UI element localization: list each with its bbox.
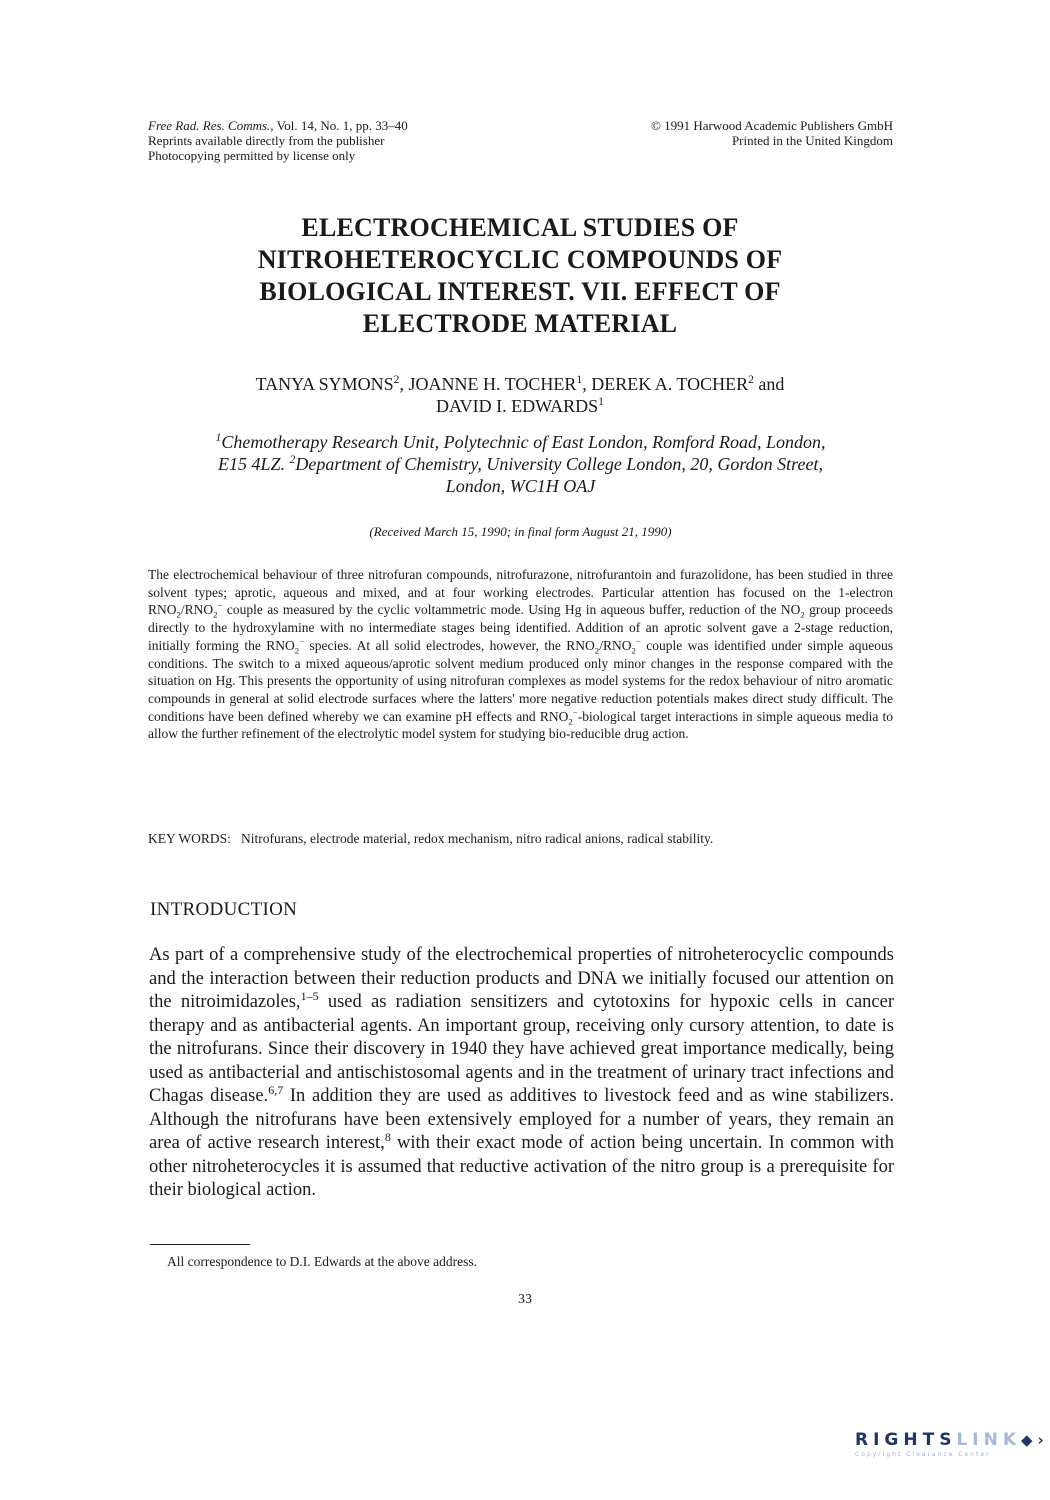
section-heading: INTRODUCTION <box>150 899 298 920</box>
copyright-note: © 1991 Harwood Academic Publishers GmbH <box>650 118 893 133</box>
photocopy-note: Photocopying permitted by license only <box>148 148 356 163</box>
affiliations: $^1$Chemotherapy Research Unit, Polytechnic of East London, Romford Road, London, E15 4LZ. $^2$Department of Chemistry, University College London, 20, Gordon Street, London, WC1H OAJ <box>215 431 826 496</box>
rightslink-arrow-icon: ◆› <box>1021 1431 1049 1449</box>
footnote-divider <box>150 1244 250 1245</box>
key-words <box>148 831 893 847</box>
key-words-text: Nitrofurans, electrode material, redox mechanism, nitro radical anions, radical stability. <box>241 831 714 846</box>
journal-header-left <box>148 118 408 163</box>
author-name: JOANNE H. TOCHER <box>408 374 577 394</box>
citation-ref: 8 <box>384 1129 391 1144</box>
printed-note: Printed in the United Kingdom <box>731 133 893 148</box>
citation-ref: 6,7 <box>268 1082 284 1097</box>
footnote: All correspondence to D.I. Edwards at the above address. <box>167 1254 478 1269</box>
title-line: ELECTROCHEMICAL STUDIES OF <box>301 213 739 242</box>
received-dates: (Received March 15, 1990; in final form August 21, 1990) <box>369 524 672 539</box>
title-line: BIOLOGICAL INTEREST. VII. EFFECT OF <box>259 277 781 306</box>
title-line: ELECTRODE MATERIAL <box>362 309 678 338</box>
logo-tagline: Copyright Clearance Center <box>855 1451 991 1458</box>
page-number: 33 <box>518 1292 532 1307</box>
journal-citation: Free Rad. Res. Comms., Vol. 14, No. 1, pp. 33–40 <box>148 118 408 133</box>
paper-title <box>140 212 900 340</box>
title-line: NITROHETEROCYCLIC COMPOUNDS OF <box>257 245 783 274</box>
author-name: DEREK A. TOCHER <box>591 374 749 394</box>
rightslink-logo[interactable]: RIGHTSLINK◆› Copyright Clearance Center <box>855 1430 1049 1458</box>
author-list: TANYA SYMONS$^2$, JOANNE H. TOCHER$^1$, DEREK A. TOCHER$^2$ and DAVID I. EDWARDS$^1$ <box>255 373 785 416</box>
author-name: TANYA SYMONS <box>255 374 394 394</box>
abstract: The electrochemical behaviour of three nitrofuran compounds, nitrofurazone, nitrofurantoin and furazolidone, has been studied in three solvent types; aprotic, aqueous and mixed, and at four working electrodes. Particular attention has focused on the 1-electron $RNO_2/RNO_2^-$ couple as measured by the cyclic voltammetric mode. Using Hg in aqueous buffer, reduction of the $NO_2$ group proceeds directly to the hydroxylamine with no intermediate stages being identified. Addition of an aprotic solvent gave a 2-stage reduction, initially forming the $RNO_2^-$ species. At all solid electrodes, however, the $RNO_2/RNO_2^-$ couple was identified under simple aqueous conditions. The switch to a mixed aqueous/aprotic solvent medium produced only minor changes in the response compared with the situation on Hg. This presents the opportunity of using nitrofuran complexes as model systems for the redox behaviour of nitro aromatic compounds in general at solid electrode surfaces where the latters' more negative reduction potentials makes direct study difficult. The conditions have been defined whereby we can examine pH effects and $RNO_2^-$-biological target interactions in simple aqueous media to allow the further refinement of the electrolytic model system for studying bio-reducible drug action. <box>148 567 894 742</box>
reprints-note: Reprints available directly from the publisher <box>148 133 385 148</box>
journal-header-right <box>560 118 893 148</box>
citation-ref: 1–5 <box>300 988 319 1003</box>
introduction-paragraph: As part of a comprehensive study of the electrochemical properties of nitroheterocyclic compounds and the interaction between their reduction products and DNA we initially focused our attention on the nitroimidazoles,$^{1-5}$ used as radiation sensitizers and cytotoxins for hypoxic cells in cancer therapy and as antibacterial agents. An important group, receiving only cursory attention, to date is the nitrofurans. Since their discovery in 1940 they have achieved great importance medically, being used as antibacterial and antischistosomal agents and in the treatment of urinary tract infections and Chagas disease.$^{6,7}$ In addition they are used as additives to livestock feed and as wine stabilizers. Although the nitrofurans have been extensively employed for a number of years, they remain an area of active research interest,$^8$ with their exact mode of action being uncertain. In common with other nitroheterocycles it is assumed that reductive activation of the nitro group is a prerequisite for their biological action. <box>149 945 894 1200</box>
key-words-label: KEY WORDS: <box>148 831 231 846</box>
author-name: DAVID I. EDWARDS <box>435 396 599 416</box>
